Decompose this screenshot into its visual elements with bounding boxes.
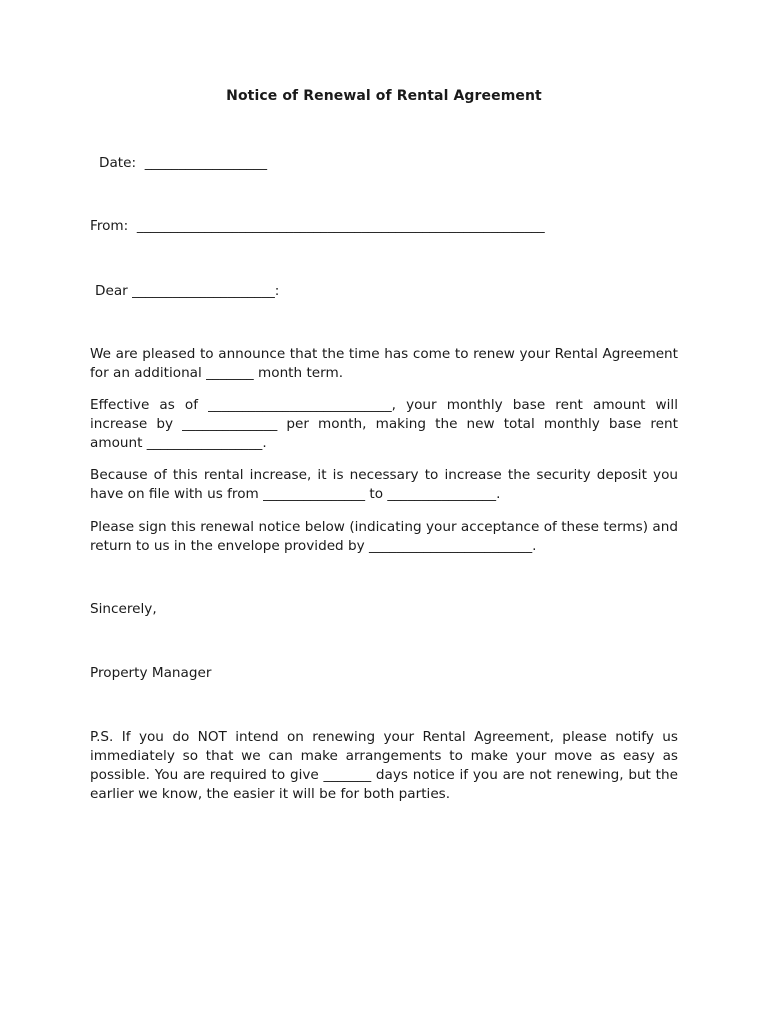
salutation-line: Dear _____________________: [95, 283, 280, 299]
document-title: Notice of Renewal of Rental Agreement [226, 88, 542, 104]
date-line: Date: __________________ [99, 155, 268, 171]
postscript-paragraph: P.S. If you do NOT intend on renewing your Rental Agreement, please notify us immediately so that we can make arrangements to make your move as easy as possible. You are required to give _______ days notice if you are not renewing, but the earlier we know, the easier it will be for both parties. [90, 729, 678, 802]
from-line: From: ____________________________________________________________ [90, 218, 545, 234]
signature-line: Property Manager [90, 665, 212, 681]
paragraph-renewal: We are pleased to announce that the time has come to renew your Rental Agreement for an additional _______ month term. [90, 346, 678, 381]
paragraph-sign-return: Please sign this renewal notice below (indicating your acceptance of these terms) and return to us in the envelope provided by ________________________. [90, 519, 678, 554]
paragraph-rent-increase: Effective as of ___________________________, your monthly base rent amount will increase by ______________ per month, making the new total monthly base rent amount _________________. [90, 397, 678, 451]
paragraph-security-deposit: Because of this rental increase, it is necessary to increase the security deposit you have on file with us from _______________ to ________________. [90, 467, 678, 502]
closing-line: Sincerely, [90, 601, 157, 617]
